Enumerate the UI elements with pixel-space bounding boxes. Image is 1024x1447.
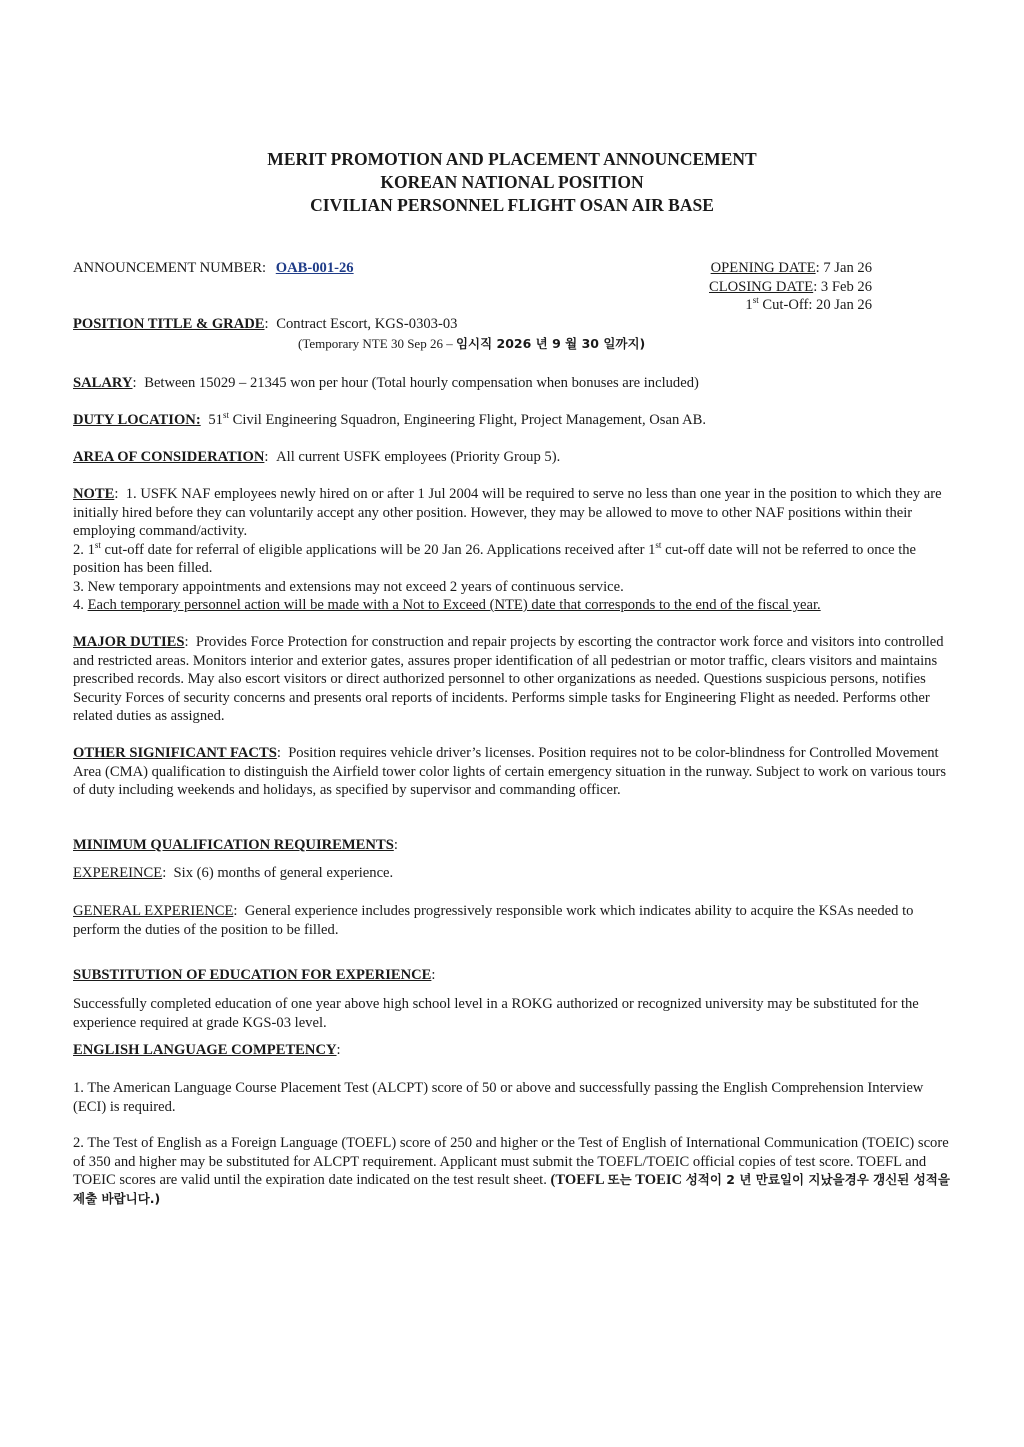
announcement-number-label: ANNOUNCEMENT NUMBER: bbox=[73, 260, 267, 276]
english-item-2-text: 2. The Test of English as a Foreign Language (TOEFL) score of 250 and higher or the Test of English of International Communication (TOEIC) score of 350 and higher may be substituted for ALCPT requirement. Applicant must submit the TOEFL/TOEIC official copies of test score. TOEFL and TOEIC scores are valid until the expiration date indicated on the test result sheet. bbox=[73, 1135, 949, 1188]
opening-date-value: 7 Jan 26 bbox=[823, 260, 872, 276]
note-item-2-a: 2. 1 bbox=[73, 541, 95, 558]
note-item-2-b: cut-off date for referral of eligible applications will be 20 Jan 26. Applications received after 1 bbox=[100, 541, 656, 558]
position-temp-ko: 임시직 2026 년 9 월 30 일까지) bbox=[455, 336, 646, 351]
duty-location-label: DUTY LOCATION: bbox=[73, 412, 201, 428]
note-item-2-sup2: st bbox=[655, 539, 662, 550]
substitution-heading: SUBSTITUTION OF EDUCATION FOR EXPERIENCE: bbox=[73, 967, 436, 983]
experience-value: Six (6) months of general experience. bbox=[173, 865, 394, 881]
general-experience-row: GENERAL EXPERIENCE: General experience includes progressively responsible work which indicates ability to acquire the KSAs needed to perform the duties of the position to be filled. bbox=[73, 903, 914, 938]
english-item-2 bbox=[73, 1134, 953, 1208]
closing-date-value: 3 Feb 26 bbox=[820, 278, 872, 295]
area-of-consideration-label: AREA OF CONSIDERATION bbox=[73, 449, 265, 465]
note-item-2-c: cut-off date will not be referred to once the position has been filled. bbox=[73, 541, 917, 576]
cutoff-prefix: 1 bbox=[745, 297, 753, 313]
position-title-value: Contract Escort, KGS-0303-03 bbox=[276, 316, 458, 332]
note-item-4 bbox=[73, 596, 953, 615]
cutoff-sup: st bbox=[752, 295, 759, 306]
duty-location-sup: st bbox=[222, 410, 229, 421]
salary-label: SALARY bbox=[73, 375, 133, 391]
note-item-4-num: 4. bbox=[73, 597, 88, 613]
english-item-2-ko-a: 또는 bbox=[607, 1172, 632, 1187]
cutoff-label: Cut-Off: bbox=[758, 297, 813, 313]
general-experience-label: GENERAL EXPERIENCE bbox=[73, 903, 234, 919]
min-qual-label: MINIMUM QUALIFICATION REQUIREMENTS bbox=[73, 837, 394, 853]
note-section bbox=[73, 485, 953, 615]
duty-location-value: Civil Engineering Squadron, Engineering Flight, Project Management, Osan AB. bbox=[228, 412, 707, 428]
major-duties-section: MAJOR DUTIES: Provides Force Protection for construction and repair projects by escorting the contractor work force and visitors into controlled and restricted areas. Monitors interior and exterior gates, assures proper identification of all pedestrian or motor traffic, clears visitors and maintains prescribed records. May also escort visitors or direct authorized personnel to other organizations as needed. Questions suspicious persons, notifies Security Forces of security concerns and presents oral reports of incidents. Performs simple tasks for Engineering Flight as needed. Performs other related duties as assigned. bbox=[73, 634, 944, 724]
note-label: NOTE bbox=[73, 486, 115, 502]
experience-label: EXPEREINCE bbox=[73, 865, 163, 881]
substitution-label: SUBSTITUTION OF EDUCATION FOR EXPERIENCE bbox=[73, 967, 432, 983]
min-qual-heading: MINIMUM QUALIFICATION REQUIREMENTS: bbox=[73, 837, 398, 853]
opening-date-label: OPENING DATE bbox=[710, 260, 816, 276]
announcement-number-link[interactable]: OAB-001-26 bbox=[275, 260, 354, 276]
area-of-consideration-value: All current USFK employees (Priority Group 5). bbox=[276, 449, 561, 465]
position-title-label: POSITION TITLE & GRADE bbox=[73, 316, 265, 332]
header-title: MERIT PROMOTION AND PLACEMENT ANNOUNCEMENT bbox=[267, 149, 757, 169]
note-item-2-sup1: st bbox=[94, 539, 101, 550]
header-office: CIVILIAN PERSONNEL FLIGHT OSAN AIR BASE bbox=[310, 195, 714, 215]
dates-block bbox=[600, 259, 872, 315]
general-experience-value: General experience includes progressively responsible work which indicates ability to acquire the KSAs needed to perform the duties of the position to be filled. bbox=[73, 903, 914, 938]
substitution-text: Successfully completed education of one year above high school level in a ROKG authorized or recognized university may be substituted for the experience required at grade KGS-03 level. bbox=[73, 996, 919, 1031]
duty-location-pre: 51 bbox=[208, 412, 223, 428]
note-item-3: 3. New temporary appointments and extensions may not exceed 2 years of continuous service. bbox=[73, 578, 624, 595]
major-duties-text: Provides Force Protection for construction and repair projects by escorting the contractor work force and visitors into controlled and restricted areas. Monitors interior and exterior gates, assures proper identification of all pedestrian or motor traffic, clears visitors and maintains prescribed records. May also escort visitors or direct authorized personnel to other organizations as needed. Questions suspicious persons, notifies Security Forces of security concerns and presents oral reports of incidents. Performs simple tasks for Engineering Flight as needed. Performs other related duties as assigned. bbox=[73, 634, 944, 724]
other-facts-label: OTHER SIGNIFICANT FACTS bbox=[73, 745, 277, 761]
position-temp-en: (Temporary NTE 30 Sep 26 – bbox=[298, 336, 456, 351]
experience-row: EXPEREINCE: Six (6) months of general experience. bbox=[73, 865, 394, 881]
opening-date-row: OPENING DATE: 7 Jan 26 bbox=[710, 260, 872, 276]
english-item-2-bold-a: (TOEFL bbox=[550, 1172, 608, 1188]
closing-date-label: CLOSING DATE bbox=[709, 278, 814, 295]
header-subtitle: KOREAN NATIONAL POSITION bbox=[380, 172, 644, 192]
note-item-1-text: 1. USFK NAF employees newly hired on or after 1 Jul 2004 will be required to serve no less than one year in the position to which they are initially hired before they can voluntarily accept any other position. However, they may be allowed to move to other NAF positions within their employing command/activity. bbox=[73, 486, 942, 539]
announcement-number-row bbox=[73, 259, 354, 278]
english-label: ENGLISH LANGUAGE COMPETENCY bbox=[73, 1042, 337, 1058]
cutoff-date-value: 20 Jan 26 bbox=[816, 297, 872, 313]
area-of-consideration-row: AREA OF CONSIDERATION: All current USFK employees (Priority Group 5). bbox=[73, 449, 561, 465]
duty-location-row bbox=[73, 411, 953, 430]
major-duties-label: MAJOR DUTIES bbox=[73, 634, 185, 650]
position-title-row: POSITION TITLE & GRADE: Contract Escort, KGS-0303-03 bbox=[73, 316, 458, 332]
other-facts-text: Position requires vehicle driver’s licenses. Position requires not to be color-blindness for Controlled Movement Area (CMA) qualification to distinguish the Airfield tower color lights of certain emergency situation in the runway. Subject to work on various tours of duty including weekends and holidays, as specified by supervisor and commanding officer. bbox=[73, 745, 947, 798]
english-heading: ENGLISH LANGUAGE COMPETENCY: bbox=[73, 1042, 341, 1058]
closing-date-row: CLOSING DATE: 3 Feb 26 bbox=[709, 278, 872, 295]
english-item-1: 1. The American Language Course Placement Test (ALCPT) score of 50 or above and successfully passing the English Comprehension Interview (ECI) is required. bbox=[73, 1080, 924, 1115]
note-item-2 bbox=[73, 541, 953, 578]
salary-row: SALARY: Between 15029 – 21345 won per hour (Total hourly compensation when bonuses are included) bbox=[73, 375, 699, 391]
english-item-2-bold-b: TOEIC bbox=[631, 1172, 686, 1188]
cutoff-date-row bbox=[600, 296, 872, 315]
other-facts-section: OTHER SIGNIFICANT FACTS: Position requires vehicle driver’s licenses. Position requires not to be color-blindness for Controlled Movement Area (CMA) qualification to distinguish the Airfield tower color lights of certain emergency situation in the runway. Subject to work on various tours of duty including weekends and holidays, as specified by supervisor and commanding officer. bbox=[73, 745, 947, 798]
note-item-4-text: Each temporary personnel action will be made with a Not to Exceed (NTE) date that corresponds to the end of the fiscal year. bbox=[87, 597, 821, 613]
english-item-2-ko-b: 성적이 2 년 만료일이 지났을경우 갱신된 성적을 제출 바랍니다.) bbox=[73, 1172, 950, 1206]
salary-value: Between 15029 – 21345 won per hour (Total hourly compensation when bonuses are included) bbox=[144, 375, 699, 391]
position-temporary-note bbox=[298, 335, 645, 354]
note-item-1: NOTE: 1. USFK NAF employees newly hired on or after 1 Jul 2004 will be required to serve no less than one year in the position to which they are initially hired before they can voluntarily accept any other position. However, they may be allowed to move to other NAF positions within their employing command/activity. bbox=[73, 486, 942, 539]
